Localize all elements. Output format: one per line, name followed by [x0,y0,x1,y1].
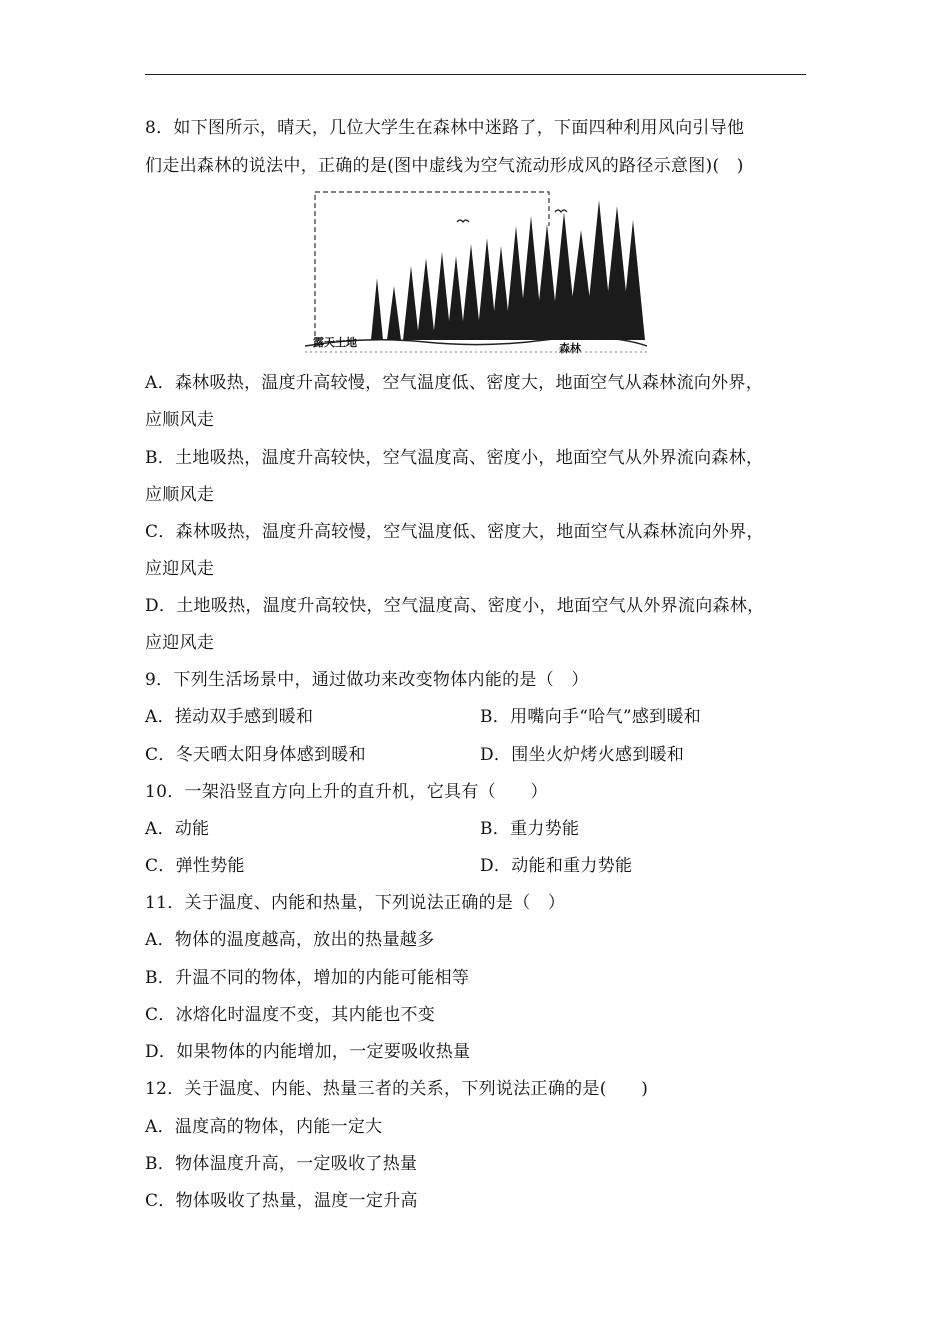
q10-option-b: B．重力势能 [480,819,580,839]
q11-option-c: C．冰熔化时温度不变，其内能也不变 [145,1005,436,1025]
q9-option-d: D．围坐火炉烤火感到暖和 [480,745,685,765]
q11-option-a: A．物体的温度越高，放出的热量越多 [145,930,435,950]
q8-option-d-line-1: D．土地吸热，温度升高较快，空气温度高、密度小，地面空气从外界流向森林， [145,596,765,616]
q9-option-a: A．搓动双手感到暖和 [145,707,314,727]
q10-stem: 10．一架沿竖直方向上升的直升机，它具有（ ） [145,782,548,802]
q12-stem: 12．关于温度、内能、热量三者的关系，下列说法正确的是( ) [145,1079,649,1099]
q12-option-b: B．物体温度升高，一定吸收了热量 [145,1154,418,1174]
q11-stem: 11．关于温度、内能和热量，下列说法正确的是（ ） [145,893,566,913]
q8-option-b-line-1: B．土地吸热，温度升高较快，空气温度高、密度小，地面空气从外界流向森林， [145,448,764,468]
q10-option-c: C．弹性势能 [145,856,245,876]
q8-option-a-line-2: 应顺风走 [145,410,215,430]
q8-option-c-line-1: C．森林吸热，温度升高较慢，空气温度低、密度大，地面空气从森林流向外界， [145,522,764,542]
q9-option-b: B．用嘴向手“哈气”感到暖和 [480,707,702,727]
header-rule [145,74,806,75]
q10-option-a: A．动能 [145,819,210,839]
q11-option-b: B．升温不同的物体，增加的内能可能相等 [145,968,470,988]
forest-wind-figure [305,186,647,358]
bird-icon [555,210,567,212]
forest-trees [371,200,645,340]
q8-stem-line-2: 们走出森林的说法中，正确的是(图中虚线为空气流动形成风的路径示意图)( ) [145,156,744,176]
q8-option-b-line-2: 应顺风走 [145,485,215,505]
q8-option-c-line-2: 应迎风走 [145,559,215,579]
figure-label-open-land: 露天土地 [313,336,357,349]
q8-stem-line-1: 8．如下图所示，晴天，几位大学生在森林中迷路了，下面四种利用风向引导他 [145,118,745,138]
q11-option-d: D．如果物体的内能增加，一定要吸收热量 [145,1042,471,1062]
bird-icon [457,220,469,222]
q8-option-d-line-2: 应迎风走 [145,633,215,653]
q10-option-d: D．动能和重力势能 [480,856,633,876]
q8-option-a-line-1: A．森林吸热，温度升高较慢，空气温度低、密度大，地面空气从森林流向外界， [145,373,764,393]
q12-option-a: A．温度高的物体，内能一定大 [145,1117,383,1137]
figure-label-forest: 森林 [559,342,581,355]
q9-option-c: C．冬天晒太阳身体感到暖和 [145,745,366,765]
q9-stem: 9．下列生活场景中，通过做功来改变物体内能的是（ ） [145,670,589,690]
q12-option-c: C．物体吸收了热量，温度一定升高 [145,1191,418,1211]
